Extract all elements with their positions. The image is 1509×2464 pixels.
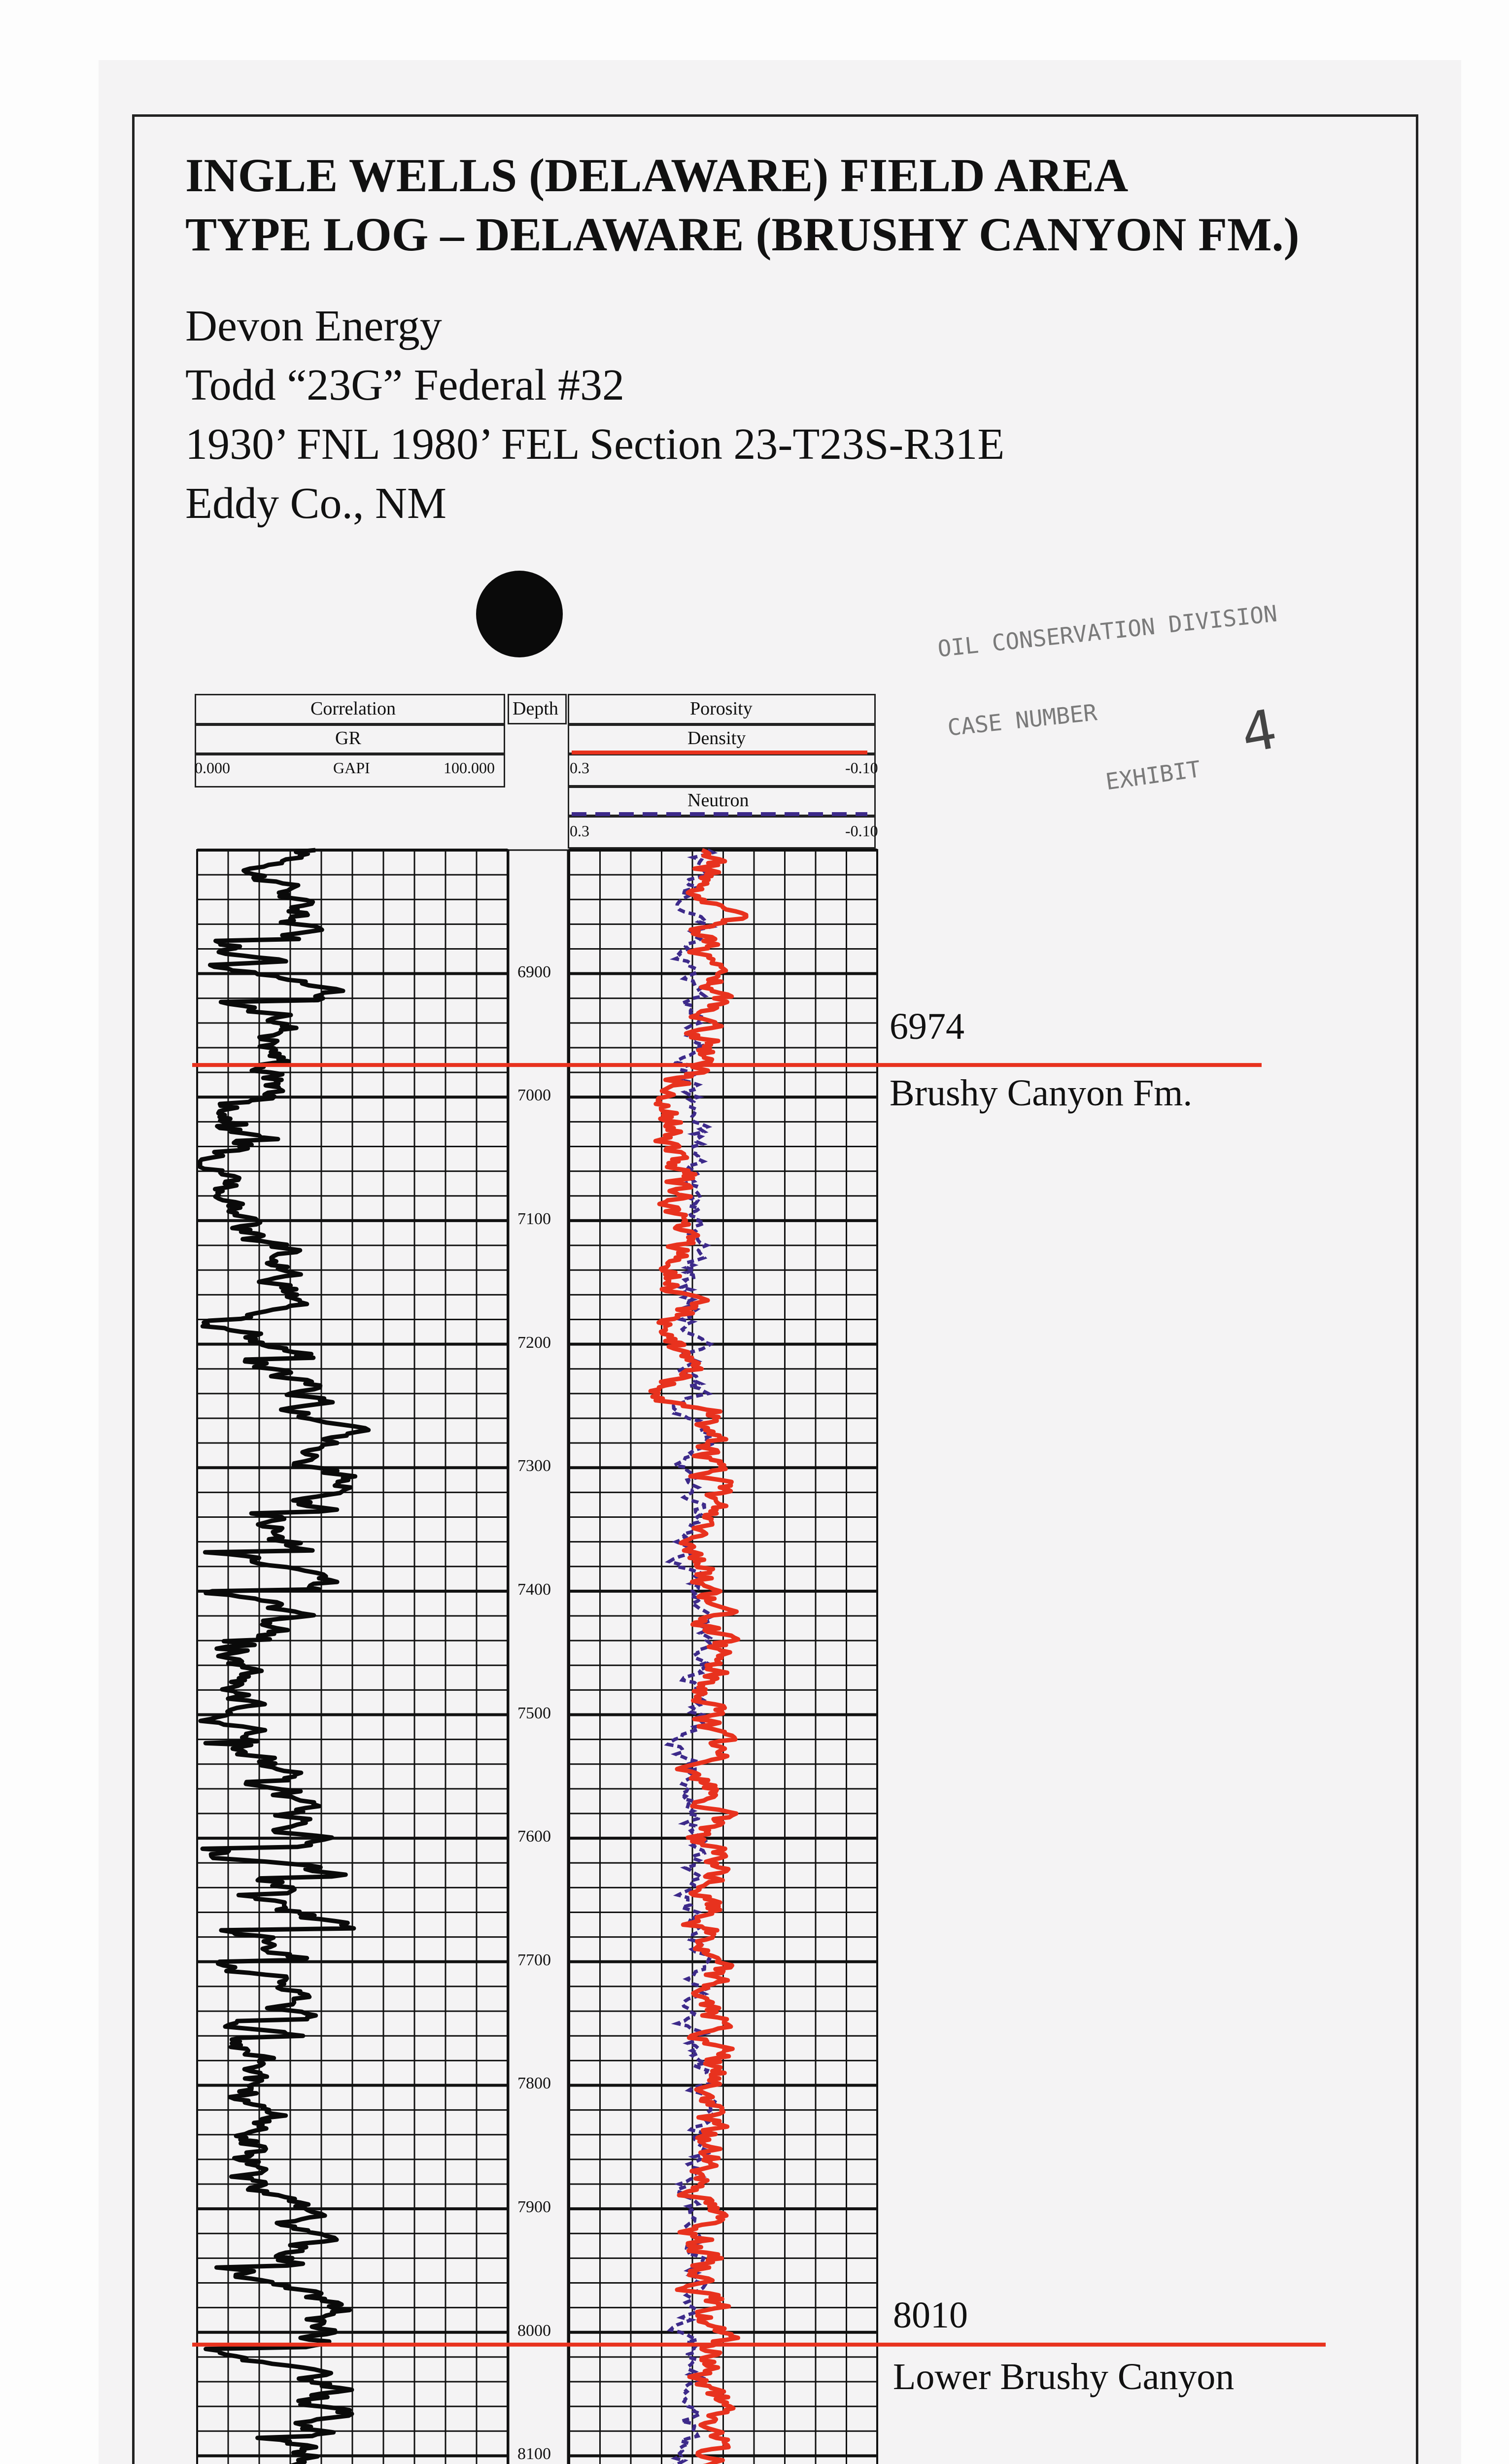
well-location: 1930’ FNL 1980’ FEL Section 23-T23S-R31E [185, 420, 1005, 469]
stamp-case-number: CASE NUMBER [946, 699, 1098, 741]
depth-label: 7900 [517, 2198, 551, 2217]
header-depth-label: Depth [513, 698, 558, 719]
depth-label: 6900 [517, 962, 551, 981]
well-name: Todd “23G” Federal #32 [185, 361, 624, 410]
header-gr-min: 0.000 [195, 759, 230, 777]
county: Eddy Co., NM [185, 479, 447, 528]
header-gr-unit: GAPI [333, 759, 370, 777]
depth-label: 7100 [517, 1209, 551, 1228]
header-density-min: 0.3 [570, 759, 589, 777]
depth-label: 7500 [517, 1704, 551, 1722]
gr-curve-group [200, 850, 369, 2464]
header-gr-max: 100.000 [444, 759, 495, 777]
depth-label: 7400 [517, 1580, 551, 1599]
header-neutron-max: -0.10 [845, 822, 878, 840]
top-name-lower-brushy: Lower Brushy Canyon [893, 2356, 1235, 2397]
stamp-division: OIL CONSERVATION DIVISION [936, 600, 1279, 662]
depth-label: 7000 [517, 1086, 551, 1105]
top-depth-lower-brushy: 8010 [893, 2294, 968, 2336]
header-gr-label: GR [335, 728, 361, 749]
depth-label: 7700 [517, 1951, 551, 1969]
density-curve [651, 850, 749, 2464]
header-porosity-label: Porosity [690, 698, 753, 719]
header-correlation-label: Correlation [310, 698, 396, 719]
title-line-2: TYPE LOG – DELAWARE (BRUSHY CANYON FM.) [185, 208, 1300, 261]
depth-label: 7300 [517, 1457, 551, 1475]
header-density-max: -0.10 [845, 759, 878, 777]
gr-curve [200, 850, 369, 2464]
depth-label: 8100 [517, 2445, 551, 2464]
header-neutron-min: 0.3 [570, 822, 589, 840]
depth-label: 7200 [517, 1333, 551, 1352]
operator: Devon Energy [185, 302, 442, 350]
header-density-label: Density [687, 728, 746, 749]
stamp-exhibit: EXHIBIT [1104, 755, 1202, 795]
title-line-1: INGLE WELLS (DELAWARE) FIELD AREA [185, 149, 1129, 202]
stamp-exhibit-number: 4 [1236, 697, 1282, 766]
header-neutron-label: Neutron [687, 790, 749, 811]
porosity-curves-group [651, 850, 749, 2464]
top-name-brushy-canyon: Brushy Canyon Fm. [890, 1072, 1193, 1114]
depth-label: 8000 [517, 2321, 551, 2340]
top-depth-brushy-canyon: 6974 [890, 1006, 964, 1047]
depth-label: 7800 [517, 2074, 551, 2093]
depth-label: 7600 [517, 1827, 551, 1846]
